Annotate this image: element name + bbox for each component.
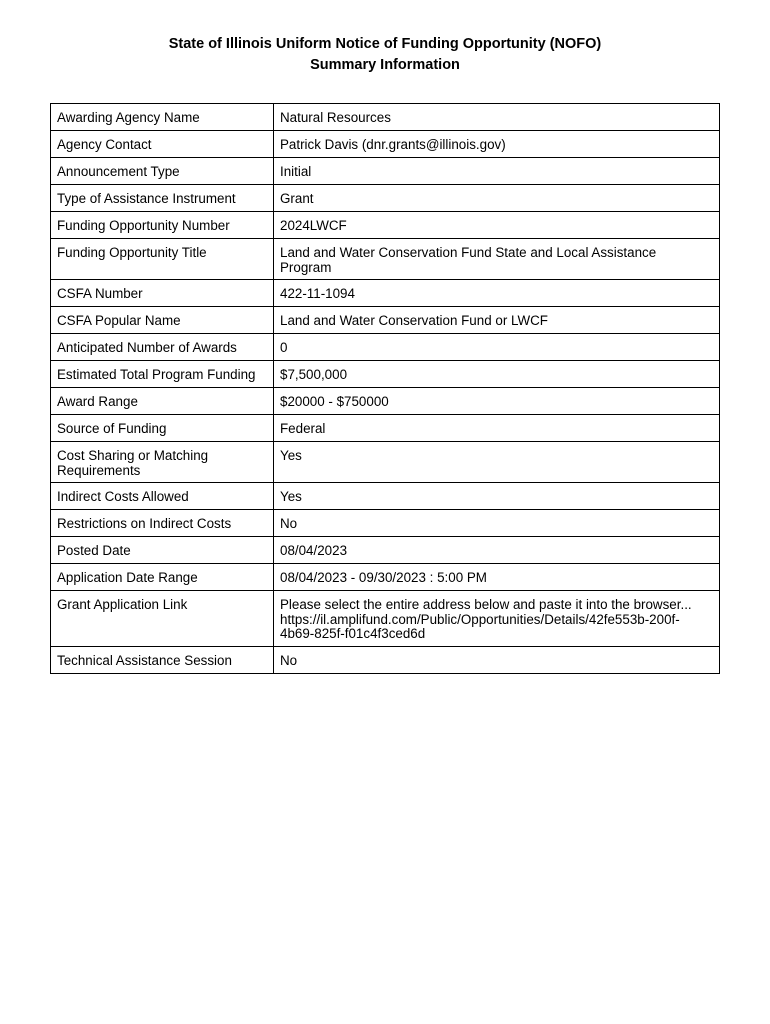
field-value — [274, 591, 720, 647]
field-value: Yes — [274, 483, 720, 510]
table-row — [51, 307, 720, 334]
field-value-line: https://il.amplifund.com/Public/Opportunities/Details/42fe553b-200f- — [280, 611, 680, 627]
field-value-line: Land and Water Conservation Fund State and Local Assistance — [280, 245, 657, 260]
field-label: Awarding Agency Name — [51, 104, 274, 131]
field-value: Yes — [274, 442, 720, 483]
nofo-summary-table — [50, 103, 720, 674]
field-value-line: 4b69-825f-f01c4f3ced6d — [280, 626, 426, 641]
field-value: Patrick Davis (dnr.grants@illinois.gov) — [274, 131, 720, 158]
field-value: 422-11-1094 — [274, 280, 720, 307]
table-row — [51, 537, 720, 564]
field-label: Funding Opportunity Title — [51, 239, 274, 280]
field-label: Announcement Type — [51, 158, 274, 185]
table-row — [51, 591, 720, 647]
table-row — [51, 280, 720, 307]
field-value: Land and Water Conservation Fund or LWCF — [274, 307, 720, 334]
field-label: Technical Assistance Session — [51, 646, 274, 673]
field-label: Grant Application Link — [51, 591, 274, 647]
field-label-line: Requirements — [57, 462, 141, 478]
field-label: Type of Assistance Instrument — [51, 185, 274, 212]
table-row — [51, 361, 720, 388]
field-value-line: Please select the entire address below and paste it into the browser... — [280, 597, 692, 612]
table-row — [51, 510, 720, 537]
table-row — [51, 388, 720, 415]
field-label — [51, 442, 274, 483]
table-row — [51, 442, 720, 483]
field-label: Estimated Total Program Funding — [51, 361, 274, 388]
table-row — [51, 212, 720, 239]
field-value: 0 — [274, 334, 720, 361]
table-row — [51, 158, 720, 185]
field-label: Agency Contact — [51, 131, 274, 158]
field-value: Federal — [274, 415, 720, 442]
field-label: Application Date Range — [51, 564, 274, 591]
table-row — [51, 564, 720, 591]
field-label: Restrictions on Indirect Costs — [51, 510, 274, 537]
table-row — [51, 483, 720, 510]
field-label: Posted Date — [51, 537, 274, 564]
field-label: CSFA Number — [51, 280, 274, 307]
field-value-line: Program — [280, 259, 332, 275]
field-value: 08/04/2023 - 09/30/2023 : 5:00 PM — [274, 564, 720, 591]
table-row — [51, 646, 720, 673]
table-row — [51, 239, 720, 280]
title-line-2: Summary Information — [310, 57, 460, 73]
table-row — [51, 104, 720, 131]
field-label: Source of Funding — [51, 415, 274, 442]
field-label: Indirect Costs Allowed — [51, 483, 274, 510]
field-label: Award Range — [51, 388, 274, 415]
table-row — [51, 185, 720, 212]
field-value: Initial — [274, 158, 720, 185]
field-value — [274, 239, 720, 280]
field-label: Funding Opportunity Number — [51, 212, 274, 239]
field-value: Natural Resources — [274, 104, 720, 131]
field-value: $7,500,000 — [274, 361, 720, 388]
field-value: Grant — [274, 185, 720, 212]
field-label: CSFA Popular Name — [51, 307, 274, 334]
field-value: $20000 - $750000 — [274, 388, 720, 415]
field-value: No — [274, 646, 720, 673]
title-line-1: State of Illinois Uniform Notice of Funding Opportunity (NOFO) — [168, 36, 602, 52]
field-value: 2024LWCF — [274, 212, 720, 239]
field-label-line: Cost Sharing or Matching — [57, 448, 209, 463]
table-row — [51, 131, 720, 158]
field-label: Anticipated Number of Awards — [51, 334, 274, 361]
document-title — [0, 34, 770, 76]
table-row — [51, 415, 720, 442]
table-row — [51, 334, 720, 361]
field-value: No — [274, 510, 720, 537]
field-value: 08/04/2023 — [274, 537, 720, 564]
